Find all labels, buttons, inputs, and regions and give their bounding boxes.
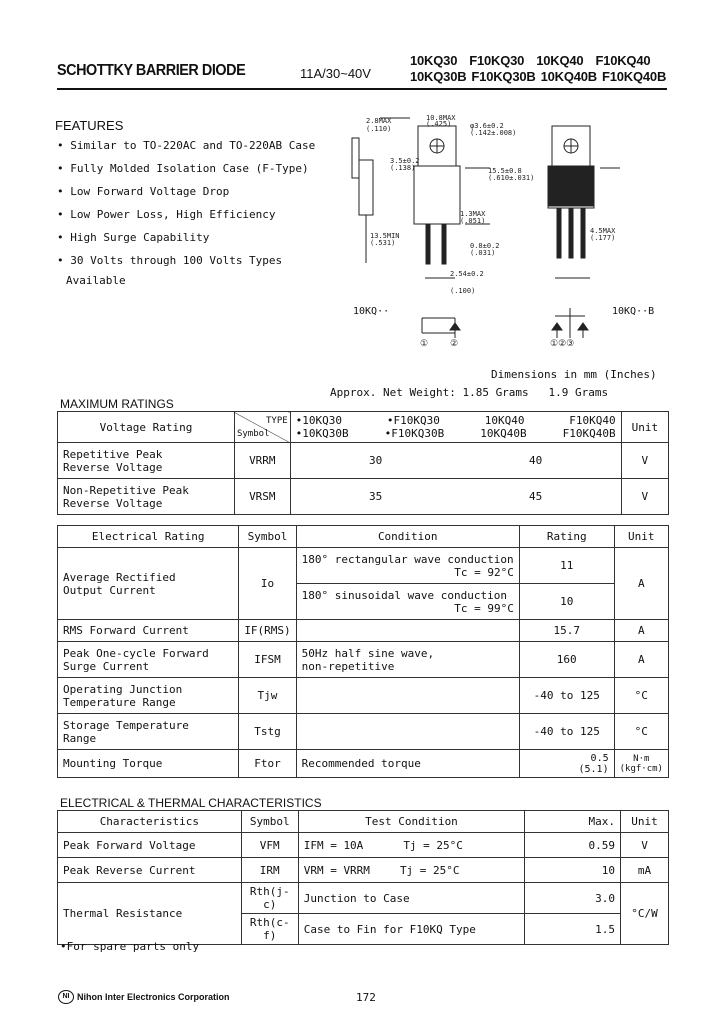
dim-label: 4.5MAX xyxy=(590,227,616,235)
company-name: Nihon Inter Electronics Corporation xyxy=(77,992,230,1002)
part-number: 10KQ30B xyxy=(410,69,467,84)
vfm-symbol: VFM xyxy=(241,833,298,858)
package-outline-diagram xyxy=(330,108,670,368)
dim-label: 1.3MAX xyxy=(460,210,486,218)
features-heading: FEATURES xyxy=(55,118,124,133)
dim-label: (.610±.031) xyxy=(488,174,535,182)
dimensions-note: Dimensions in mm (Inches) xyxy=(491,368,657,381)
avg-current-condition: 180° sinusoidal wave conduction Tc = 99°C xyxy=(296,584,519,620)
part-number: 10KQ40 xyxy=(536,53,584,68)
weight-note: Approx. Net Weight: 1.85 Grams 1.9 Grams xyxy=(330,386,609,399)
dim-label: 13.5MIN xyxy=(370,232,400,240)
dim-label: (.110) xyxy=(366,125,392,133)
irm-max: 10 xyxy=(525,858,621,883)
dim-label: (.138) xyxy=(390,164,416,172)
table-row xyxy=(58,443,669,479)
tstg-unit: °C xyxy=(614,714,668,750)
tstg-label: Storage Temperature Range xyxy=(58,714,239,750)
company-footer xyxy=(58,990,230,1004)
rms-unit: A xyxy=(614,620,668,642)
surge-unit: A xyxy=(614,642,668,678)
dim-label: (.177) xyxy=(590,234,616,242)
vrrm-label: Repetitive Peak Reverse Voltage xyxy=(58,443,235,479)
rth-label: Thermal Resistance xyxy=(58,883,242,945)
col-header: Max. xyxy=(525,811,621,833)
vrsm-label: Non-Repetitive Peak Reverse Voltage xyxy=(58,479,235,515)
irm-symbol: IRM xyxy=(241,858,298,883)
vfm-unit: V xyxy=(621,833,669,858)
dim-label: (.425) xyxy=(426,120,452,128)
dim-label: 10.8MAX xyxy=(426,114,456,122)
feature-item: • Low Power Loss, High Efficiency xyxy=(57,208,276,221)
col-header: Test Condition xyxy=(298,811,525,833)
page-number: 172 xyxy=(356,991,376,1004)
part-number: 10KQ30 xyxy=(410,53,458,68)
avg-current-unit: A xyxy=(614,548,668,620)
vrsm-symbol: VRSM xyxy=(234,479,290,515)
table-row xyxy=(58,479,669,515)
part-number: 10KQ40B xyxy=(540,69,597,84)
torque-condition: Recommended torque xyxy=(296,750,519,778)
col-header: Unit xyxy=(614,526,668,548)
table-row xyxy=(58,526,669,548)
unit-header: Unit xyxy=(621,412,668,443)
surge-condition: 50Hz half sine wave, non-repetitive xyxy=(296,642,519,678)
col-header: Electrical Rating xyxy=(58,526,239,548)
feature-item-cont: Available xyxy=(66,274,126,287)
vrrm-symbol: VRRM xyxy=(234,443,290,479)
table-row xyxy=(58,833,669,858)
pin-label: ② xyxy=(450,339,459,349)
left-package-label: 10KQ·· xyxy=(353,306,390,317)
table-row xyxy=(58,750,669,778)
electrical-ratings-table xyxy=(57,525,669,778)
side-view-body xyxy=(359,160,373,215)
type-list: •10KQ30 •F10KQ30 10KQ40 F10KQ40 •10KQ30B •F10KQ30B 10KQ40B F10KQ40B xyxy=(290,412,621,443)
tj-unit: °C xyxy=(614,678,668,714)
dim-label: (.531) xyxy=(370,239,396,247)
col-header: Rating xyxy=(519,526,614,548)
table-row xyxy=(58,811,669,833)
rth-jc-max: 3.0 xyxy=(525,883,621,914)
rating-spec: 11A/30~40V xyxy=(300,66,371,81)
col-header: Unit xyxy=(621,811,669,833)
dim-label: (.100) xyxy=(450,287,476,295)
characteristics-table xyxy=(57,810,669,945)
vrrm-unit: V xyxy=(621,443,668,479)
part-number: F10KQ30 xyxy=(469,53,525,68)
right-package-label: 10KQ··B xyxy=(612,306,655,317)
feature-item: • Fully Molded Isolation Case (F-Type) xyxy=(57,162,309,175)
avg-current-label: Average Rectified Output Current xyxy=(58,548,239,620)
rms-symbol: IF(RMS) xyxy=(239,620,296,642)
irm-unit: mA xyxy=(621,858,669,883)
header-rule xyxy=(57,88,667,90)
avg-current-condition: 180° rectangular wave conduction Tc = 92°C xyxy=(296,548,519,584)
tstg-symbol: Tstg xyxy=(239,714,296,750)
pin-label: ① xyxy=(420,339,429,349)
table-row xyxy=(58,412,669,443)
rth-cf-condition: Case to Fin for F10KQ Type xyxy=(298,914,525,945)
pin-label: ①②③ xyxy=(550,339,575,349)
irm-condition: VRM = VRRM Tj = 25°C xyxy=(298,858,525,883)
rth-jc-symbol: Rth(j-c) xyxy=(241,883,298,914)
avg-current-rating: 11 xyxy=(519,548,614,584)
tj-label: Operating Junction Temperature Range xyxy=(58,678,239,714)
rth-cf-symbol: Rth(c-f) xyxy=(241,914,298,945)
avg-current-symbol: Io xyxy=(239,548,296,620)
torque-label: Mounting Torque xyxy=(58,750,239,778)
dim-label: φ3.6±0.2 xyxy=(470,122,504,130)
col-header: Symbol xyxy=(239,526,296,548)
dim-label: 3.5±0.2 xyxy=(390,157,420,165)
rth-unit: °C/W xyxy=(621,883,669,945)
table-row xyxy=(58,858,669,883)
feature-item: • High Surge Capability xyxy=(57,231,210,244)
feature-item: • Low Forward Voltage Drop xyxy=(57,185,230,198)
side-view-tab xyxy=(352,138,359,178)
dim-label: 15.5±0.8 xyxy=(488,167,522,175)
part-numbers-row2 xyxy=(410,69,666,84)
rth-cf-max: 1.5 xyxy=(525,914,621,945)
surge-symbol: IFSM xyxy=(239,642,296,678)
vrsm-unit: V xyxy=(621,479,668,515)
dim-label: 2.54±0.2 xyxy=(450,270,484,278)
tj-value: -40 to 125 xyxy=(519,678,614,714)
footnote: •For spare parts only xyxy=(60,940,200,953)
page-title: SCHOTTKY BARRIER DIODE xyxy=(57,62,246,79)
col-header: Characteristics xyxy=(58,811,242,833)
feature-item: • 30 Volts through 100 Volts Types xyxy=(57,254,283,267)
dim-label: 0.8±0.2 xyxy=(470,242,500,250)
part-number: F10KQ40 xyxy=(595,53,651,68)
vfm-max: 0.59 xyxy=(525,833,621,858)
characteristics-heading: ELECTRICAL & THERMAL CHARACTERISTICS xyxy=(60,796,322,810)
torque-unit: N·m (kgf·cm) xyxy=(614,750,668,778)
torque-symbol: Ftor xyxy=(239,750,296,778)
rms-label: RMS Forward Current xyxy=(58,620,239,642)
rth-jc-condition: Junction to Case xyxy=(298,883,525,914)
surge-value: 160 xyxy=(519,642,614,678)
company-logo: NI xyxy=(58,990,74,1004)
front-view-body xyxy=(414,166,460,224)
dim-label: 2.8MAX xyxy=(366,117,392,125)
max-ratings-heading: MAXIMUM RATINGS xyxy=(60,397,174,411)
surge-label: Peak One-cycle Forward Surge Current xyxy=(58,642,239,678)
type-symbol-cell: TYPE Symbol xyxy=(234,412,290,443)
col-header: Symbol xyxy=(241,811,298,833)
vfm-condition: IFM = 10A Tj = 25°C xyxy=(298,833,525,858)
tstg-value: -40 to 125 xyxy=(519,714,614,750)
vrsm-values: 35 45 xyxy=(290,479,621,515)
table-row xyxy=(58,548,669,584)
part-number: F10KQ30B xyxy=(471,69,536,84)
max-ratings-table xyxy=(57,411,669,515)
table-row xyxy=(58,620,669,642)
part-number: F10KQ40B xyxy=(602,69,667,84)
dim-label: (.142±.008) xyxy=(470,129,517,137)
vfm-label: Peak Forward Voltage xyxy=(58,833,242,858)
table-row xyxy=(58,678,669,714)
table-row xyxy=(58,883,669,914)
irm-label: Peak Reverse Current xyxy=(58,858,242,883)
dim-label: (.031) xyxy=(470,249,496,257)
voltage-rating-label: Voltage Rating xyxy=(58,412,235,443)
part-numbers-row1 xyxy=(410,53,650,68)
vrrm-values: 30 40 xyxy=(290,443,621,479)
dim-label: (.051) xyxy=(460,217,486,225)
torque-value: 0.5 (5.1) xyxy=(519,750,614,778)
tj-symbol: Tjw xyxy=(239,678,296,714)
table-row xyxy=(58,714,669,750)
feature-item: • Similar to TO-220AC and TO-220AB Case xyxy=(57,139,316,152)
avg-current-rating: 10 xyxy=(519,584,614,620)
col-header: Condition xyxy=(296,526,519,548)
rms-value: 15.7 xyxy=(519,620,614,642)
table-row xyxy=(58,642,669,678)
